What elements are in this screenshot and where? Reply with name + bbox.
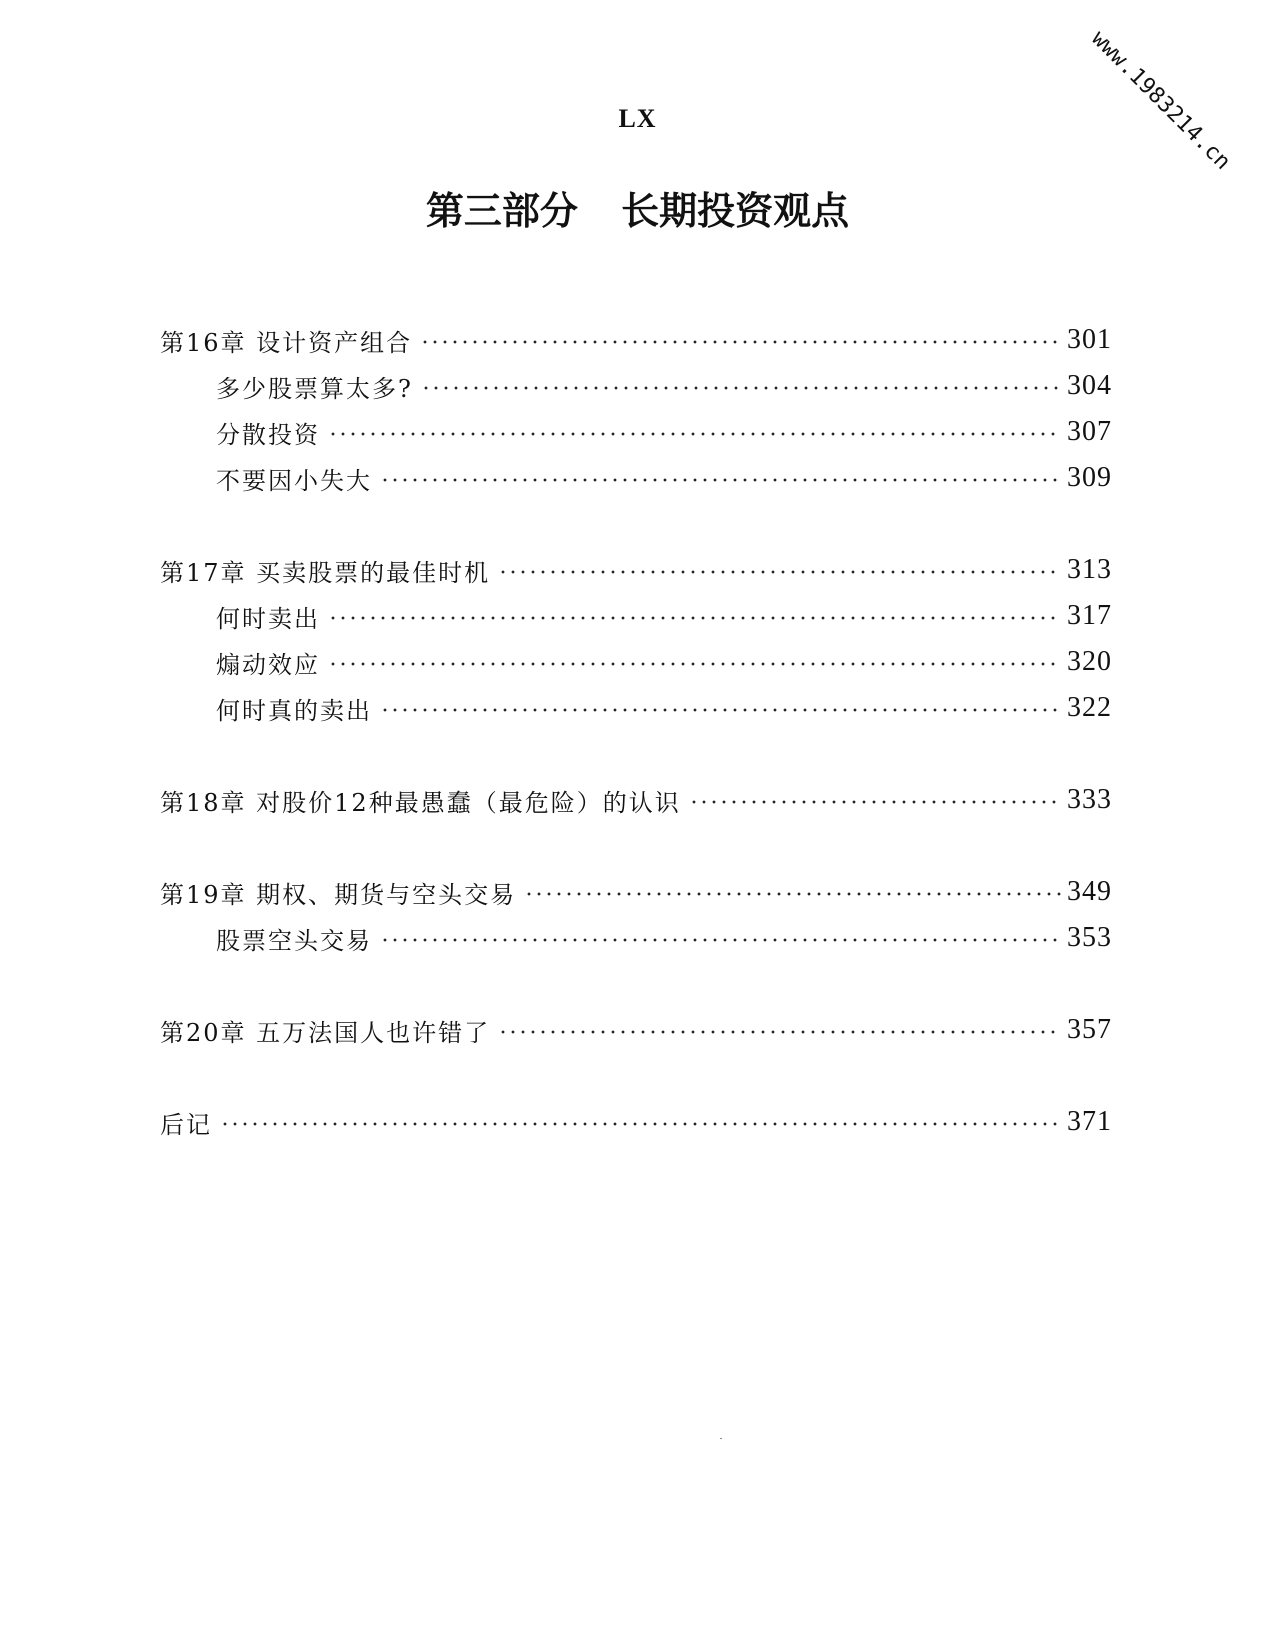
toc-entry-page: 357 [1067, 1014, 1112, 1045]
dot-leader [420, 340, 1061, 344]
toc-entry-label: 第20章 五万法国人也许错了 [160, 1018, 491, 1047]
toc-entry-page: 307 [1067, 416, 1112, 447]
dot-leader [524, 892, 1061, 896]
toc-entry-label: 后记 [160, 1110, 212, 1139]
toc-entry-label: 多少股票算太多? [216, 374, 413, 403]
watermark-text: www.1983214.cn [1086, 26, 1236, 175]
dot-leader [380, 708, 1061, 712]
toc-entry-page: 322 [1067, 692, 1112, 723]
toc-entry-page: 301 [1067, 324, 1112, 355]
toc-entry-label: 何时卖出 [216, 604, 320, 633]
toc-entry-chapter-18[interactable] [160, 780, 1112, 820]
toc-entry-page: 349 [1067, 876, 1112, 907]
dot-leader [380, 938, 1061, 942]
toc-entry-page: 320 [1067, 646, 1112, 677]
scan-speck [720, 1438, 722, 1439]
toc-entry-label: 煽动效应 [216, 650, 320, 679]
part-title: 第三部分 长期投资观点 [425, 189, 850, 233]
toc-entry-label: 第16章 设计资产组合 [160, 328, 413, 357]
dot-leader [328, 616, 1061, 620]
dot-leader [689, 800, 1061, 804]
page-number: LX [618, 104, 657, 133]
toc-entry-label: 第18章 对股价12种最愚蠢（最危险）的认识 [160, 788, 681, 817]
dot-leader [498, 1030, 1061, 1034]
toc-entry-label: 第19章 期权、期货与空头交易 [160, 880, 517, 909]
toc-entry-page: 317 [1067, 600, 1112, 631]
toc-entry-section[interactable] [160, 458, 1112, 498]
toc-entry-chapter-19[interactable] [160, 872, 1112, 912]
toc-entry-section[interactable] [160, 366, 1112, 406]
toc-entry-section[interactable] [160, 918, 1112, 958]
toc-entry-label: 股票空头交易 [216, 926, 372, 955]
dot-leader [328, 432, 1061, 436]
toc-entry-label: 何时真的卖出 [216, 696, 372, 725]
toc-entry-chapter-20[interactable] [160, 1010, 1112, 1050]
dot-leader [498, 570, 1061, 574]
toc-entry-chapter-16[interactable] [160, 320, 1112, 360]
toc-entry-section[interactable] [160, 688, 1112, 728]
toc-entry-page: 309 [1067, 462, 1112, 493]
toc-entry-section[interactable] [160, 642, 1112, 682]
toc-entry-page: 353 [1067, 922, 1112, 953]
toc-entry-label: 不要因小失大 [216, 466, 372, 495]
toc-entry-afterword[interactable] [160, 1102, 1112, 1142]
toc-entry-page: 313 [1067, 554, 1112, 585]
toc-entry-page: 304 [1067, 370, 1112, 401]
toc-entry-label: 分散投资 [216, 420, 320, 449]
dot-leader [328, 662, 1061, 666]
toc-entry-label: 第17章 买卖股票的最佳时机 [160, 558, 491, 587]
toc-entry-chapter-17[interactable] [160, 550, 1112, 590]
toc-entry-page: 371 [1067, 1106, 1112, 1137]
toc-entry-section[interactable] [160, 412, 1112, 452]
dot-leader [220, 1122, 1061, 1126]
dot-leader [380, 478, 1061, 482]
toc-entry-page: 333 [1067, 784, 1112, 815]
dot-leader [421, 386, 1061, 390]
toc-entry-section[interactable] [160, 596, 1112, 636]
